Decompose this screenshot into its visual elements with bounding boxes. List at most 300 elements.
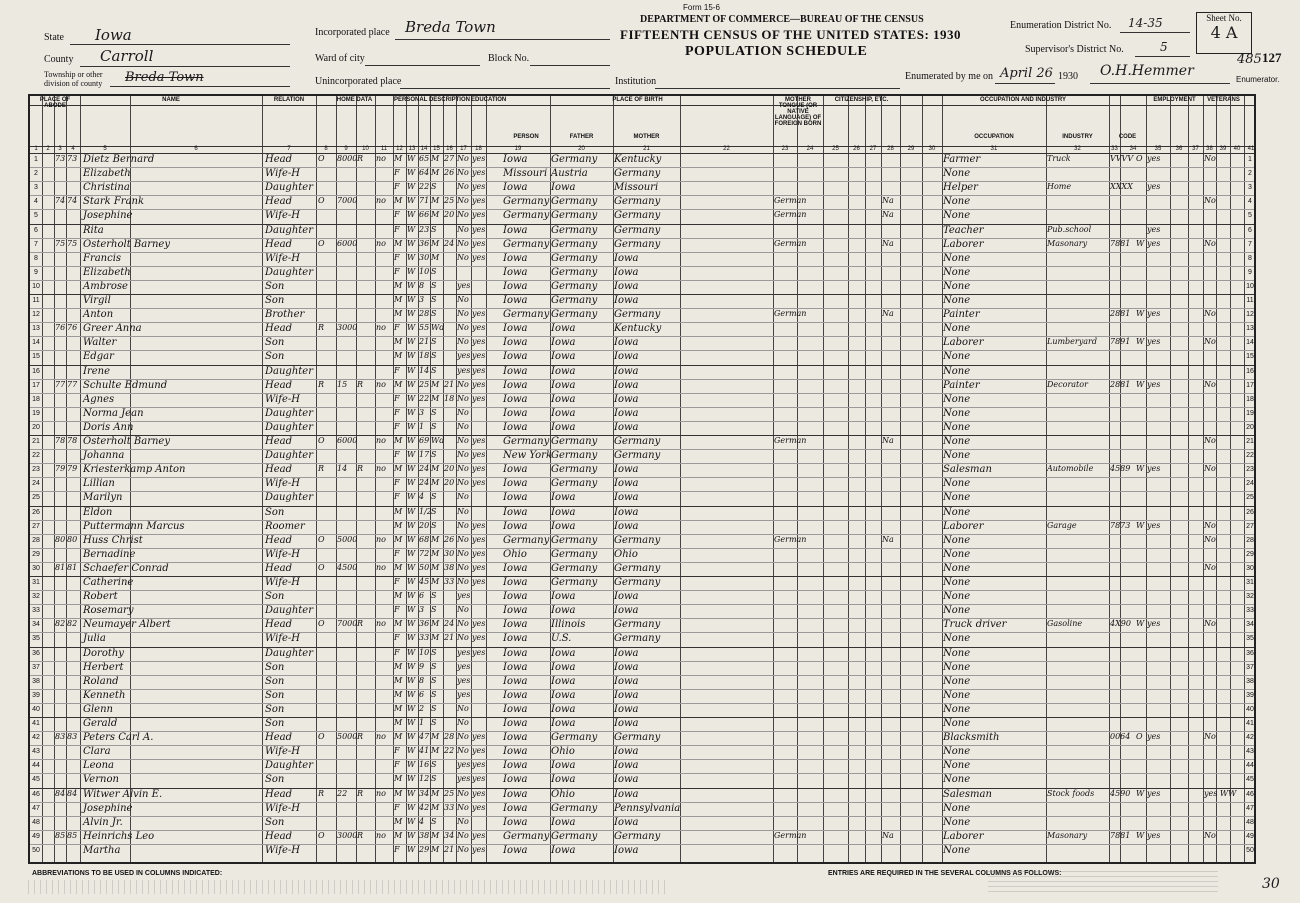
school-attendance: yes (457, 661, 471, 671)
row-number-right: 2 (1248, 170, 1252, 178)
marital-status: M (431, 196, 440, 206)
literacy: yes (472, 464, 486, 474)
race: W (407, 548, 416, 558)
sex: M (394, 351, 403, 361)
age: 25 (419, 379, 430, 389)
school-attendance: No (457, 548, 469, 558)
occupation: None (943, 280, 971, 292)
relation: Son (265, 337, 285, 349)
schedule-title: POPULATION SCHEDULE (685, 44, 868, 59)
birthplace-person: Iowa (503, 182, 528, 194)
radio-set: R (357, 154, 364, 163)
row-number: 10 (32, 282, 40, 290)
marital-status: M (431, 788, 440, 798)
race: W (407, 393, 416, 403)
birthplace-father: Iowa (551, 718, 576, 729)
occupation: Painter (943, 379, 980, 391)
at-work: yes (1147, 520, 1161, 530)
occupation-code: XXXX (1110, 182, 1133, 192)
birthplace-father: Iowa (551, 492, 576, 504)
literacy: yes (472, 548, 486, 558)
birthplace-father: Iowa (551, 760, 576, 772)
birthplace-father: Germany (551, 450, 598, 462)
column-number: 11 (380, 146, 388, 152)
class-of-worker: W (1136, 309, 1145, 319)
occupation-code: 4X90 (1110, 619, 1131, 629)
relation: Head (265, 464, 293, 476)
age: 9 (419, 661, 425, 671)
marital-status: M (431, 478, 440, 488)
birthplace-person: Iowa (503, 520, 528, 532)
person-name: Elizabeth (83, 168, 131, 180)
entries-title: ENTRIES ARE REQUIRED IN THE SEVERAL COLUMNS AS FOLLOWS: (828, 870, 1062, 877)
relation: Daughter (265, 450, 313, 462)
school-attendance: No (457, 633, 469, 643)
at-work: yes (1147, 337, 1161, 347)
row-number-right: 46 (1246, 790, 1254, 798)
birthplace-father: Illinois (551, 619, 586, 631)
industry: Gasoline (1047, 619, 1083, 629)
birthplace-person: Iowa (503, 661, 528, 673)
relation: Head (265, 196, 293, 208)
column-group-header: CITIZENSHIP, ETC. (834, 97, 889, 103)
race: W (407, 689, 416, 699)
age: 4 (419, 492, 425, 502)
occupation-code: 4589 (1110, 464, 1131, 474)
marital-status: M (431, 633, 440, 643)
age-at-marriage: 34 (444, 830, 455, 840)
row-number-right: 16 (1246, 367, 1254, 375)
home-value: 4500 (337, 562, 358, 572)
row-number-right: 22 (1246, 452, 1254, 460)
race: W (407, 154, 416, 163)
row-number: 37 (32, 663, 40, 671)
row-number: 44 (32, 762, 40, 770)
column-rule (1188, 96, 1189, 862)
occupation: None (943, 816, 971, 828)
birthplace-mother: Iowa (614, 816, 639, 828)
row-number: 12 (32, 311, 40, 319)
occupation-code: 7891 (1110, 337, 1131, 347)
school-attendance: No (457, 478, 469, 488)
occupation: Salesman (943, 464, 992, 476)
row-number: 11 (32, 297, 40, 304)
birthplace-mother: Germany (614, 210, 661, 222)
birthplace-person: Iowa (503, 774, 528, 786)
birthplace-father: Iowa (551, 393, 576, 405)
school-attendance: No (457, 520, 469, 530)
column-number: 17 (460, 146, 467, 152)
school-attendance: No (457, 196, 469, 206)
age: 24 (419, 478, 430, 488)
at-work: yes (1147, 309, 1161, 319)
birthplace-person: Iowa (503, 788, 528, 800)
person-name: Clara (83, 746, 111, 758)
birthplace-person: Iowa (503, 421, 528, 433)
occupation: Blacksmith (943, 732, 1000, 744)
age: 1 (419, 718, 425, 727)
person-name: Puttermann Marcus (83, 520, 185, 532)
race: W (407, 337, 416, 347)
literacy: yes (472, 647, 486, 657)
literacy: yes (472, 450, 486, 460)
industry: Garage (1047, 520, 1077, 530)
age: 1/2 (419, 506, 432, 516)
relation: Daughter (265, 182, 313, 194)
row-number-right: 47 (1246, 804, 1254, 812)
birthplace-father: Iowa (551, 182, 576, 194)
column-group-header: PERSONAL DESCRIPTION (394, 97, 470, 103)
row-number-right: 18 (1246, 395, 1254, 403)
literacy: yes (472, 309, 486, 319)
sex: M (394, 280, 403, 290)
marital-status: M (431, 154, 440, 163)
race: W (407, 788, 416, 798)
enum-district-value: 14-35 (1128, 16, 1163, 30)
race: W (407, 450, 416, 460)
column-number: 7 (287, 146, 291, 152)
birthplace-person: Iowa (503, 295, 528, 306)
school-attendance: No (457, 605, 469, 615)
birthplace-father: Iowa (551, 337, 576, 349)
class-of-worker: W (1136, 788, 1145, 798)
row-number-right: 36 (1246, 649, 1254, 657)
age-at-marriage: 33 (444, 802, 455, 812)
column-number: 37 (1192, 146, 1199, 152)
sex: M (394, 562, 403, 572)
birthplace-person: Iowa (503, 816, 528, 828)
home-tenure: O (318, 196, 325, 206)
mother-tongue: German (774, 830, 807, 840)
relation: Head (265, 830, 293, 842)
race: W (407, 816, 416, 826)
township-value: Breda Town (125, 70, 204, 85)
race: W (407, 252, 416, 262)
row-number-right: 31 (1246, 579, 1254, 586)
at-work: yes (1147, 830, 1161, 840)
age: 20 (419, 520, 430, 530)
column-subheader: MOTHER (633, 134, 660, 140)
row-number-right: 19 (1246, 409, 1254, 417)
person-name: Heinrichs Leo (83, 830, 155, 842)
row-number: 24 (32, 480, 40, 488)
row-number: 1 (34, 156, 38, 163)
enumerated-year: 1930 (1058, 71, 1078, 82)
school-attendance: yes (457, 760, 471, 770)
relation: Wife-H (265, 577, 301, 588)
occupation-code: 2881 (1110, 379, 1131, 389)
sex: F (394, 746, 400, 756)
birthplace-mother: Germany (614, 830, 661, 842)
literacy: yes (472, 154, 486, 163)
row-number: 5 (34, 212, 38, 220)
class-of-worker: W (1136, 238, 1145, 248)
occupation: Teacher (943, 224, 984, 236)
sheet-value: 4 A (1210, 23, 1238, 42)
column-number: 3 (58, 146, 62, 152)
row-number: 36 (32, 649, 40, 657)
birthplace-mother: Iowa (614, 718, 639, 729)
column-number: 6 (194, 146, 198, 152)
class-of-worker: W (1136, 619, 1145, 629)
farm-residence: no (376, 830, 386, 840)
row-number-right: 30 (1246, 564, 1254, 572)
birthplace-mother: Iowa (614, 365, 639, 377)
birthplace-father: Iowa (551, 323, 576, 335)
birthplace-father: Germany (551, 309, 598, 321)
school-attendance: yes (457, 365, 471, 375)
person-name: Herbert (83, 661, 124, 673)
column-subheader: OCCUPATION (974, 134, 1014, 140)
relation: Son (265, 689, 285, 701)
literacy: yes (472, 802, 486, 812)
marital-status: S (431, 718, 437, 727)
row-number: 26 (32, 508, 40, 516)
marital-status: S (431, 421, 437, 431)
person-name: Elizabeth (83, 266, 131, 278)
marital-status: S (431, 703, 437, 713)
school-attendance: No (457, 210, 469, 220)
column-number: 16 (446, 146, 453, 152)
page-number: 127 (1262, 50, 1282, 65)
birthplace-father: Iowa (551, 675, 576, 687)
sex: F (394, 450, 400, 460)
birthplace-mother: Germany (614, 168, 661, 180)
occupation: None (943, 534, 971, 546)
marital-status: M (431, 210, 440, 220)
birthplace-person: Iowa (503, 633, 528, 645)
age: 4 (419, 816, 425, 826)
age-at-marriage: 28 (444, 732, 455, 742)
marital-status: M (431, 619, 440, 629)
column-subheader: PERSON (513, 134, 539, 140)
relation: Wife-H (265, 210, 301, 222)
farm-residence: no (376, 619, 386, 629)
person-name: Eldon (83, 506, 113, 518)
birthplace-person: Iowa (503, 154, 528, 165)
farm-residence: no (376, 238, 386, 248)
row-number: 2 (34, 170, 38, 178)
row-number: 22 (32, 452, 40, 460)
sex: M (394, 464, 403, 474)
dwelling-number: 83 (55, 732, 66, 742)
row-number: 19 (32, 409, 40, 417)
age-at-marriage: 25 (444, 788, 455, 798)
birthplace-person: Iowa (503, 252, 528, 264)
school-attendance: No (457, 562, 469, 572)
relation: Daughter (265, 266, 313, 278)
birthplace-mother: Iowa (614, 337, 639, 349)
column-rule (1203, 96, 1204, 862)
dwelling-number: 79 (55, 464, 66, 474)
relation: Son (265, 591, 285, 603)
relation: Brother (265, 309, 305, 321)
occupation-code: 7873 (1110, 520, 1131, 530)
birthplace-mother: Iowa (614, 661, 639, 673)
row-number-right: 9 (1248, 268, 1252, 276)
marital-status: S (431, 266, 437, 276)
sex: M (394, 661, 403, 671)
column-number: 28 (887, 146, 894, 152)
relation: Daughter (265, 421, 313, 433)
birthplace-mother: Iowa (614, 506, 639, 518)
row-number: 49 (32, 832, 40, 840)
marital-status: S (431, 520, 437, 530)
row-number-right: 38 (1246, 677, 1254, 685)
supervisor-label: Supervisor's District No. (1025, 44, 1124, 55)
person-name: Josephine (83, 210, 133, 222)
birthplace-person: Iowa (503, 605, 528, 617)
column-group-header: EMPLOYMENT (1153, 97, 1196, 103)
sex: M (394, 675, 403, 685)
column-group-header: NAME (162, 97, 180, 103)
birthplace-person: Iowa (503, 478, 528, 490)
birthplace-mother: Germany (614, 577, 661, 588)
literacy: yes (472, 774, 486, 784)
birthplace-mother: Iowa (614, 605, 639, 617)
relation: Wife-H (265, 548, 301, 560)
relation: Wife-H (265, 802, 301, 814)
family-number: 79 (67, 464, 78, 474)
person-name: Edgar (83, 351, 114, 363)
person-name: Irene (83, 365, 111, 377)
school-attendance: yes (457, 675, 471, 685)
birthplace-person: Iowa (503, 689, 528, 701)
column-rule (865, 96, 866, 862)
row-number: 18 (32, 395, 40, 403)
birthplace-mother: Iowa (614, 252, 639, 264)
marital-status: M (431, 548, 440, 558)
birthplace-person: Iowa (503, 351, 528, 363)
column-rule (262, 96, 263, 862)
literacy: yes (472, 238, 486, 248)
row-number-right: 20 (1246, 423, 1254, 431)
person-name: Dietz Bernard (83, 154, 155, 165)
birthplace-person: Iowa (503, 464, 528, 476)
birthplace-person: Iowa (503, 492, 528, 504)
school-attendance: No (457, 238, 469, 248)
farm-residence: no (376, 534, 386, 544)
birthplace-father: Germany (551, 534, 598, 546)
group-rule (30, 105, 1254, 106)
birthplace-mother: Kentucky (614, 323, 662, 335)
school-attendance: yes (457, 689, 471, 699)
age-at-marriage: 26 (444, 168, 455, 178)
occupation: Laborer (943, 830, 984, 842)
occupation: None (943, 168, 971, 180)
relation: Wife-H (265, 252, 301, 264)
literacy: yes (472, 788, 486, 798)
column-rule (316, 96, 317, 862)
age: 71 (419, 196, 430, 206)
citizenship: Na (882, 534, 894, 544)
birthplace-mother: Iowa (614, 266, 639, 278)
citizenship: Na (882, 196, 894, 206)
relation: Head (265, 436, 293, 447)
radio-set: R (357, 788, 364, 798)
race: W (407, 168, 416, 178)
relation: Head (265, 534, 293, 546)
enumerator-name: O.H.Hemmer (1100, 63, 1194, 79)
sex: M (394, 520, 403, 530)
class-of-worker: W (1136, 379, 1145, 389)
occupation: None (943, 689, 971, 701)
veteran: No (1204, 196, 1216, 206)
column-number: 13 (408, 146, 416, 152)
marital-status: Wd (431, 436, 445, 445)
person-name: Anton (83, 309, 114, 321)
relation: Wife-H (265, 746, 301, 758)
at-work: yes (1147, 224, 1161, 234)
row-number-right: 42 (1246, 734, 1254, 742)
row-number: 14 (32, 339, 40, 347)
entries-fineprint (988, 868, 1218, 892)
census-title: FIFTEENTH CENSUS OF THE UNITED STATES: 1930 (620, 27, 962, 42)
school-attendance: No (457, 802, 469, 812)
radio-set: R (357, 830, 364, 840)
person-name: Peters Carl A. (83, 732, 154, 744)
column-group-header: PLACE OF ABODE (39, 97, 71, 109)
home-tenure: O (318, 732, 325, 742)
veteran: No (1204, 464, 1216, 474)
birthplace-mother: Iowa (614, 774, 639, 786)
birthplace-father: U.S. (551, 633, 572, 645)
family-number: 78 (67, 436, 78, 445)
mother-tongue: German (774, 196, 807, 206)
column-rule (900, 96, 901, 862)
relation: Son (265, 816, 285, 828)
birthplace-father: Ohio (551, 788, 575, 800)
age-at-marriage: 27 (444, 154, 455, 163)
race: W (407, 633, 416, 643)
home-value: 7000 (337, 619, 358, 629)
race: W (407, 661, 416, 671)
unincorporated-label: Unincorporated place (315, 76, 402, 87)
sex: M (394, 238, 403, 248)
race: W (407, 675, 416, 685)
column-number: 24 (806, 146, 814, 152)
industry: Pub.school (1047, 224, 1092, 234)
incorporated-label: Incorporated place (315, 27, 390, 38)
school-attendance: No (457, 323, 469, 333)
birthplace-father: Iowa (551, 421, 576, 433)
home-value: 15 (337, 379, 348, 389)
column-rule (680, 96, 681, 862)
farm-residence: no (376, 562, 386, 572)
home-value: 22 (337, 788, 348, 798)
citizenship: Na (882, 210, 894, 220)
literacy: yes (472, 210, 486, 220)
age: 3 (419, 605, 425, 615)
row-number-right: 40 (1246, 705, 1254, 713)
race: W (407, 196, 416, 206)
birthplace-father: Germany (551, 464, 598, 476)
dwelling-number: 73 (55, 154, 66, 163)
home-value: 6000 (337, 238, 358, 248)
birthplace-father: Germany (551, 577, 598, 588)
person-name: Stark Frank (83, 196, 145, 208)
row-number-right: 23 (1246, 466, 1254, 474)
age: 36 (419, 619, 430, 629)
marital-status: S (431, 295, 437, 304)
relation: Head (265, 732, 293, 744)
veteran: No (1204, 337, 1216, 347)
row-number-right: 11 (1246, 297, 1254, 304)
birthplace-mother: Iowa (614, 844, 639, 856)
marital-status: Wd (431, 323, 445, 333)
school-attendance: No (457, 182, 469, 192)
row-number-right: 28 (1246, 536, 1254, 544)
